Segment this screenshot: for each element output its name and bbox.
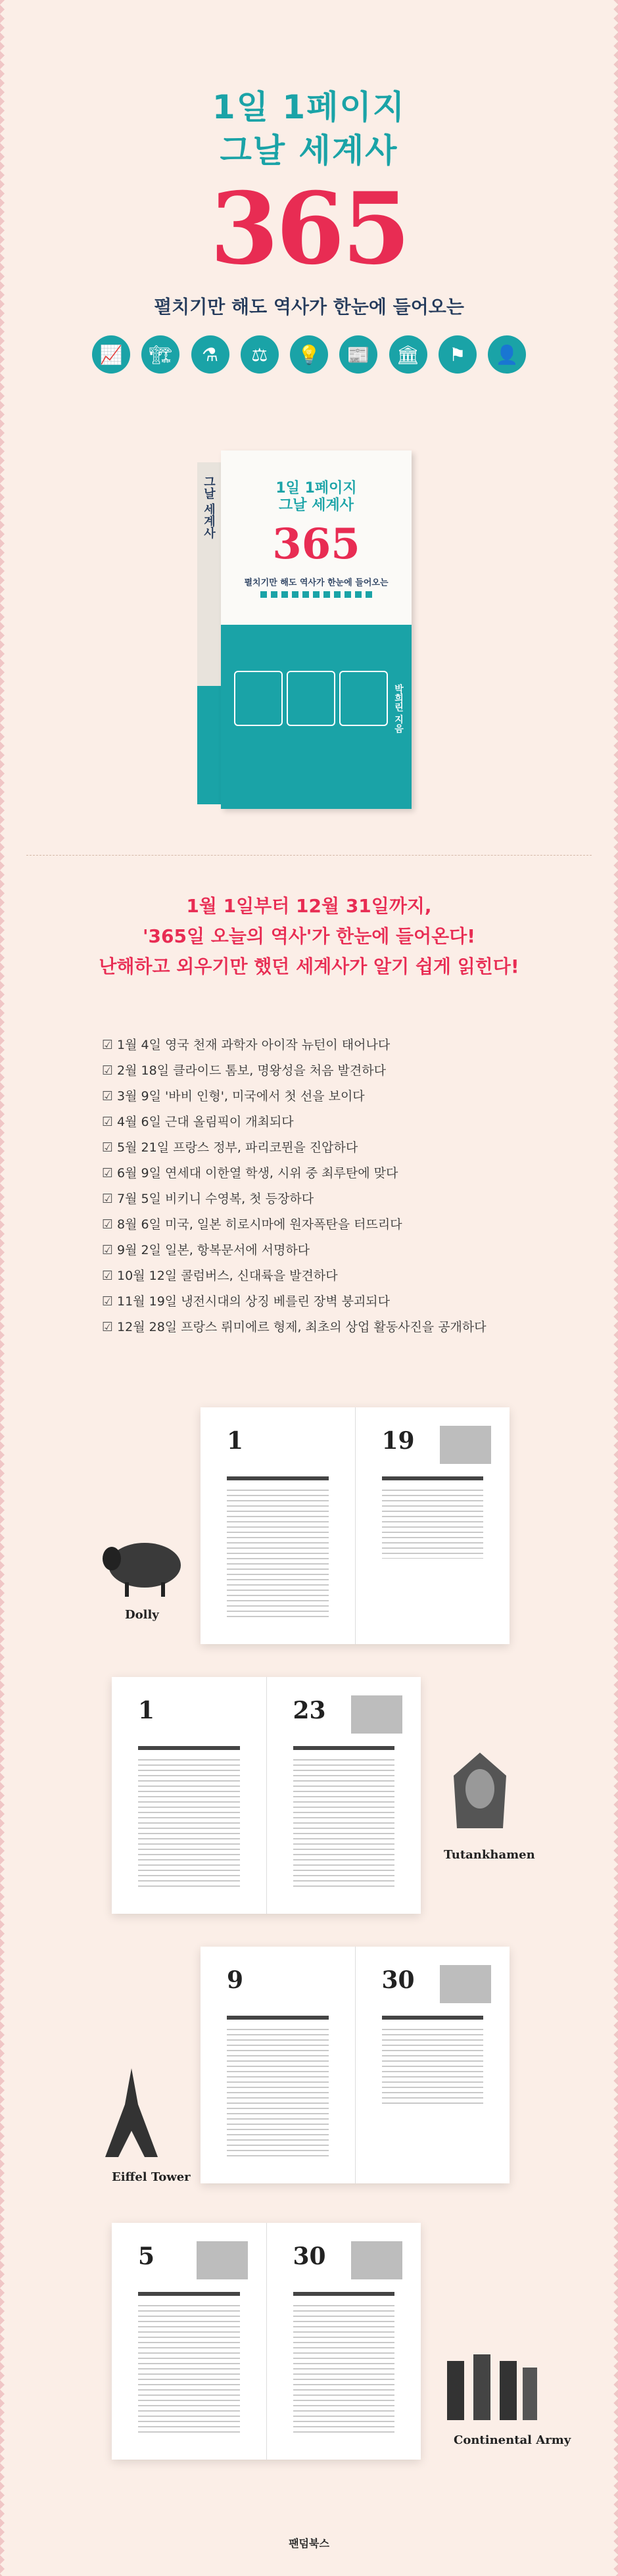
book-front-cover — [221, 450, 412, 809]
continental-army-illustration — [434, 2341, 546, 2427]
main-title: 1일 1페이지 그날 세계사 — [212, 88, 406, 170]
eiffel-tower-illustration — [85, 2065, 178, 2164]
list-item: ☑ 1월 4일 영국 천재 과학자 아이작 뉴턴이 태어나다 — [102, 1033, 487, 1058]
list-item: ☑ 3월 9일 '바비 인형', 미국에서 첫 선을 보이다 — [102, 1084, 487, 1109]
cover-teal-panel — [221, 625, 412, 809]
photo — [351, 2241, 402, 2279]
flag-icon: ⚑ — [439, 335, 477, 374]
list-item: ☑ 10월 12일 콜럼버스, 신대륙을 발견하다 — [102, 1263, 487, 1289]
cover-subtitle: 펼치기만 해도 역사가 한눈에 들어오는 — [244, 578, 389, 588]
number-365: 365 — [210, 171, 408, 287]
bulb-icon: 💡 — [290, 335, 328, 374]
subtitle: 펼치기만 해도 역사가 한눈에 들어오는 — [154, 296, 464, 318]
photo — [197, 2241, 248, 2279]
list-item: ☑ 12월 28일 프랑스 뤼미에르 형제, 최초의 상업 활동사진을 공개하다 — [102, 1315, 487, 1340]
tutankhamen-illustration — [447, 1749, 513, 1835]
flask-icon: ⚗ — [191, 335, 229, 374]
category-icons — [92, 335, 526, 374]
person-icon: 👤 — [488, 335, 526, 374]
book-spread-2: 1 23 — [112, 1677, 421, 1914]
building-icon: 🏛 — [389, 335, 427, 374]
cover-icons — [260, 591, 372, 598]
list-item: ☑ 2월 18일 클라이드 톰보, 명왕성을 처음 발견하다 — [102, 1058, 487, 1084]
photo — [351, 1695, 402, 1734]
chart-icon: 📈 — [92, 335, 130, 374]
book-spread-1: 1 19 — [201, 1407, 510, 1644]
photo — [440, 1965, 491, 2003]
cover-title: 1일 1페이지 그날 세계사 — [275, 480, 357, 514]
book-cover-image — [197, 450, 421, 809]
list-item: ☑ 6월 9일 연세대 이한열 학생, 시위 중 최루탄에 맞다 — [102, 1161, 487, 1186]
caption-eiffel-tower: Eiffel Tower — [112, 2170, 191, 2184]
photo — [440, 1426, 491, 1464]
list-item: ☑ 7월 5일 비키니 수영복, 첫 등장하다 — [102, 1186, 487, 1212]
list-item: ☑ 8월 6일 미국, 일본 히로시마에 원자폭탄을 터뜨리다 — [102, 1212, 487, 1238]
list-item: ☑ 4월 6일 근대 올림픽이 개최되다 — [102, 1109, 487, 1135]
spine-title: 그날 세계사 — [202, 475, 216, 539]
section-divider — [26, 855, 592, 856]
caption-continental-army: Continental Army — [454, 2433, 571, 2447]
list-item: ☑ 11월 19일 냉전시대의 상징 베를린 장벽 붕괴되다 — [102, 1289, 487, 1315]
author-name: 박희린 지음 — [393, 684, 404, 733]
right-zigzag-border — [609, 0, 618, 2576]
cover-number: 365 — [272, 520, 360, 569]
caption-dolly: Dolly — [125, 1608, 159, 1622]
book-spine — [197, 462, 222, 804]
scale-icon: ⚖ — [241, 335, 279, 374]
list-item: ☑ 5월 21일 프랑스 정부, 파리코뮌을 진압하다 — [102, 1135, 487, 1161]
news-icon: 📰 — [339, 335, 377, 374]
book-spread-4: 5 30 — [112, 2223, 421, 2460]
headline: 1월 1일부터 12월 31일까지, '365일 오늘의 역사'가 한눈에 들어온다! 난해하고 외우기만 했던 세계사가 알기 쉽게 읽힌다! — [99, 895, 519, 977]
left-zigzag-border — [0, 0, 9, 2576]
crane-icon: 🏗 — [141, 335, 179, 374]
book-spread-3: 9 30 — [201, 1947, 510, 2183]
event-list — [102, 1033, 487, 1340]
sheep-illustration — [99, 1532, 184, 1598]
publisher-logo: 팬덤북스 — [289, 2537, 329, 2550]
caption-tutankhamen: Tutankhamen — [444, 1848, 535, 1862]
list-item: ☑ 9월 2일 일본, 항복문서에 서명하다 — [102, 1238, 487, 1263]
